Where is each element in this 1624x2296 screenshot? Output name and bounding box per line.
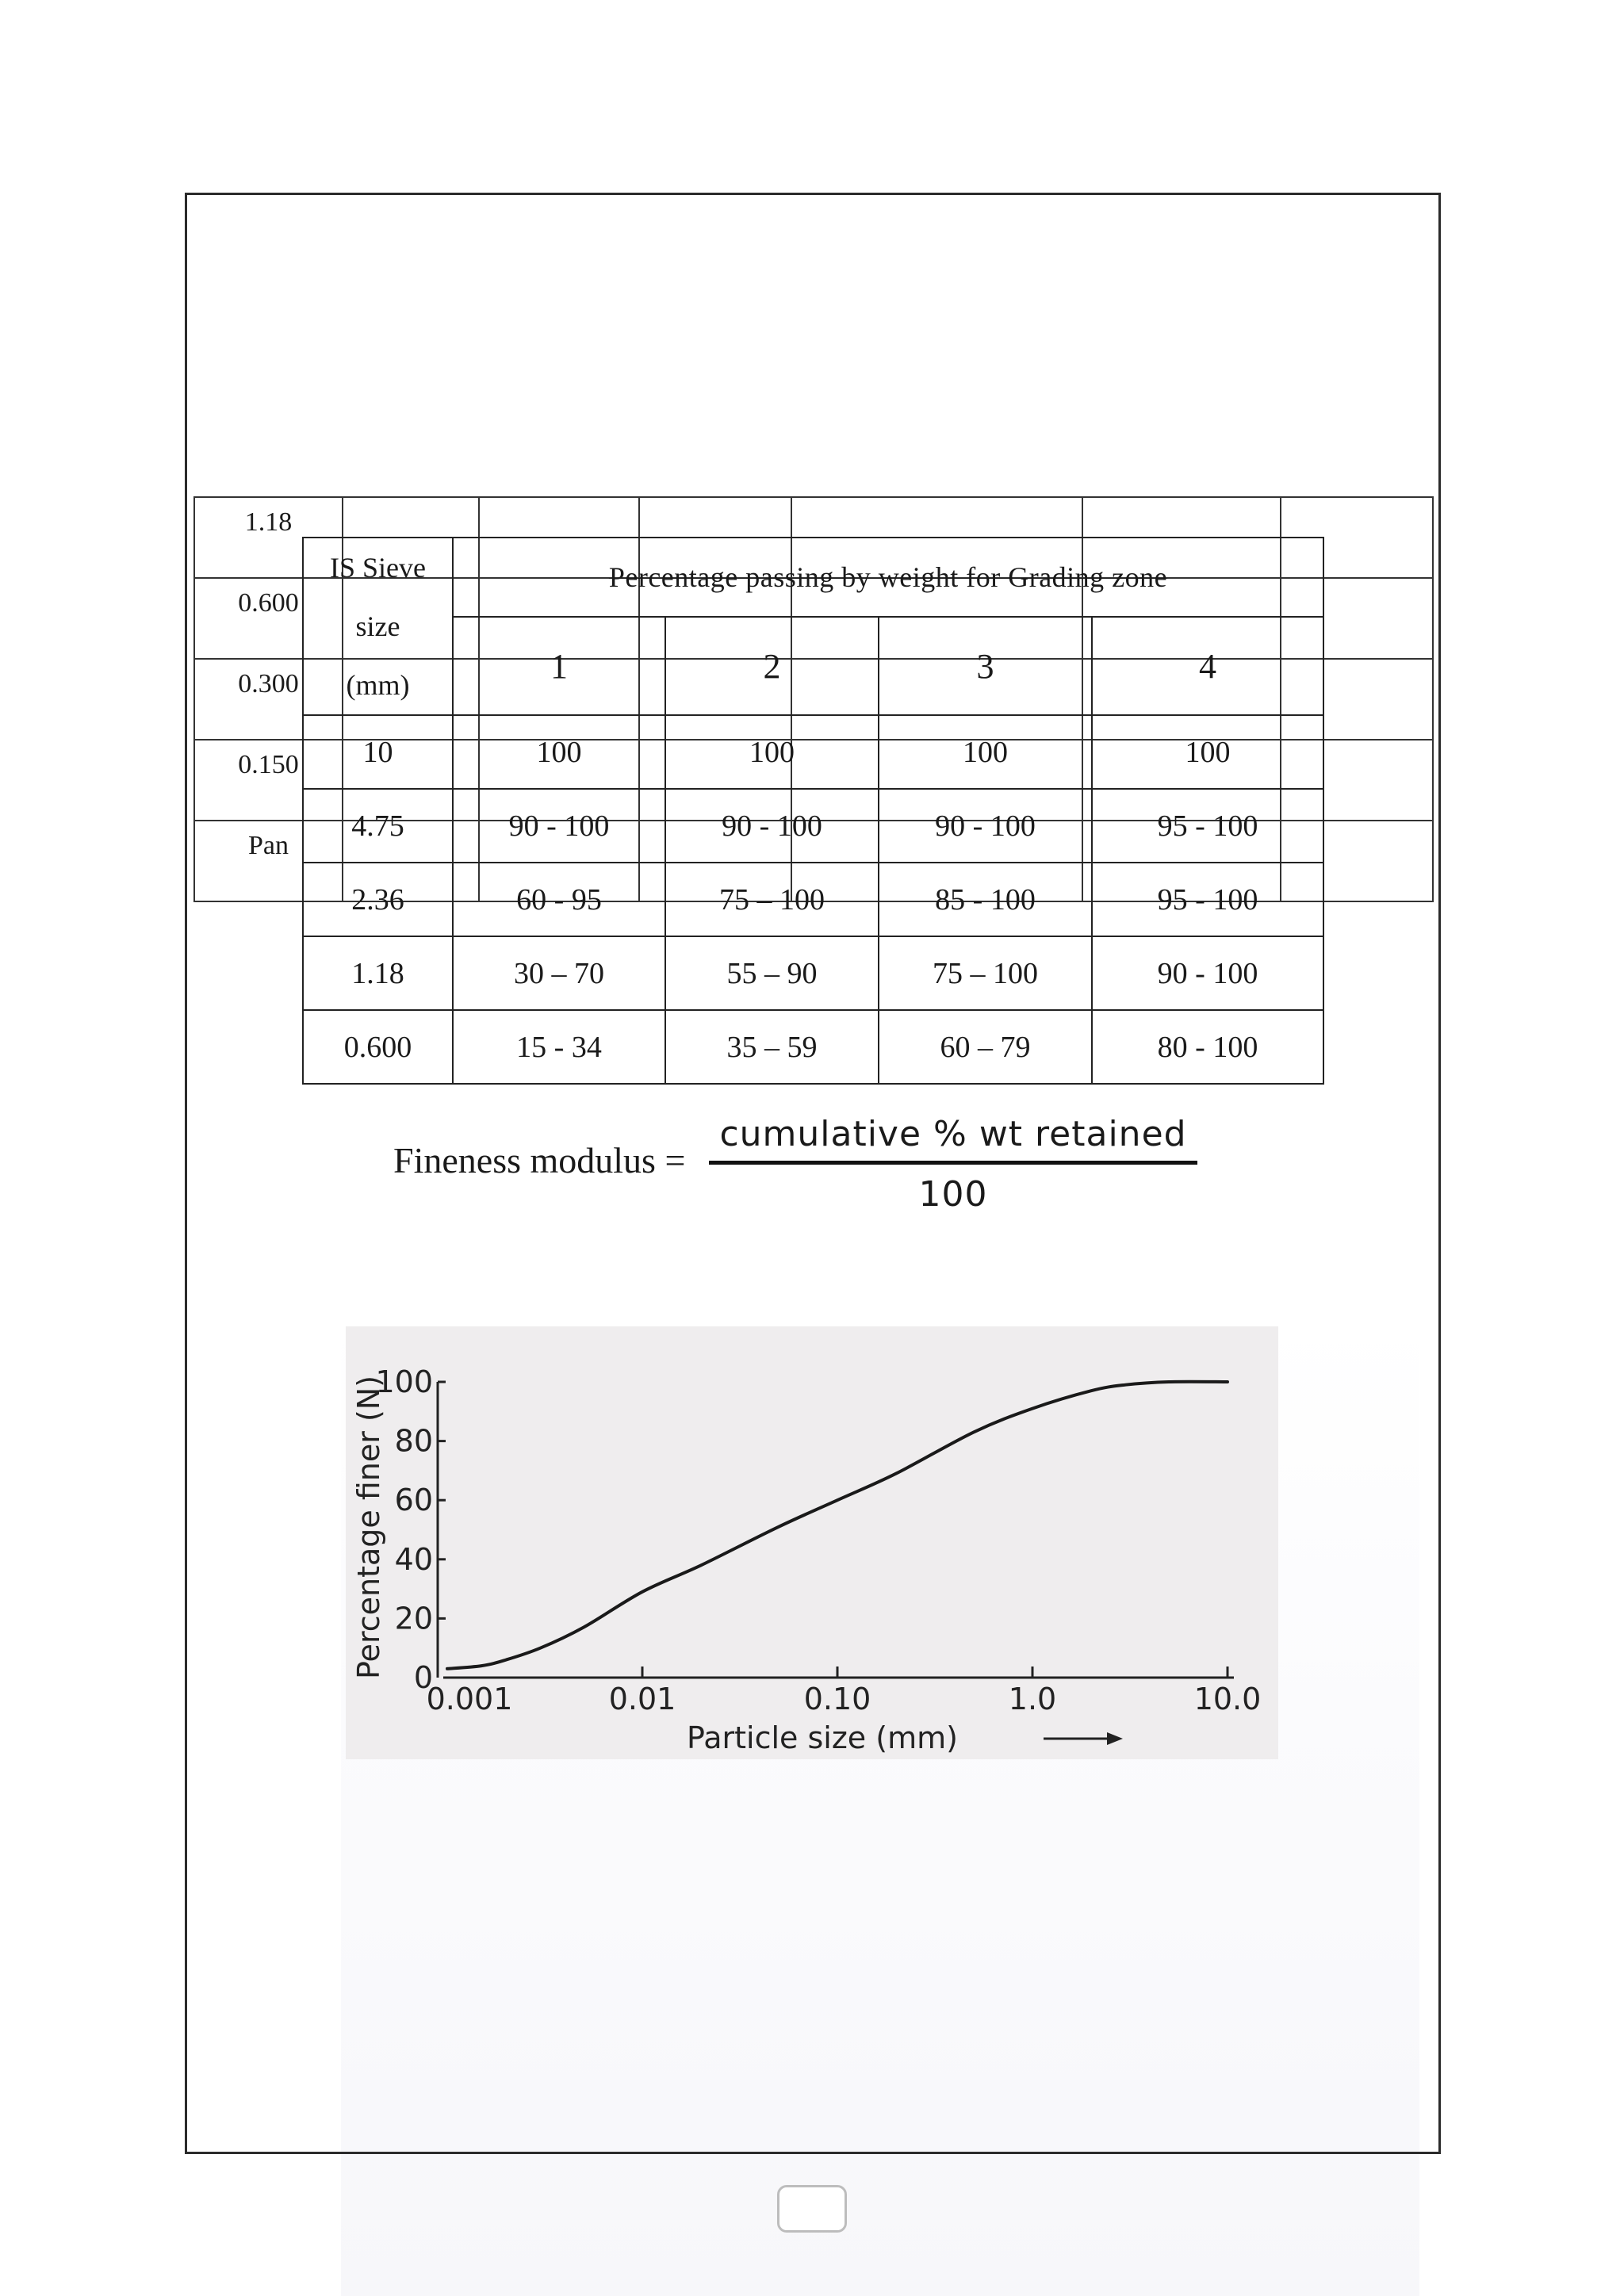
y-tick-label: 80 <box>394 1423 433 1459</box>
sieve-cell: 0.600 <box>303 1010 453 1084</box>
zone-cell: 95 - 100 <box>1092 789 1323 863</box>
zone-cell: 30 – 70 <box>453 936 665 1010</box>
page-number-box <box>777 2185 847 2233</box>
y-tick-label: 0 <box>413 1660 433 1695</box>
sieve-cell: 1.18 <box>303 936 453 1010</box>
y-tick-label: 60 <box>394 1483 433 1518</box>
x-tick-label: 0.10 <box>803 1682 871 1716</box>
zone-cell: 75 – 100 <box>879 936 1092 1010</box>
y-tick-label: 20 <box>394 1601 433 1636</box>
table-row <box>303 715 1323 789</box>
zone-number-row <box>303 617 1323 715</box>
zone-cell: 95 - 100 <box>1092 863 1323 936</box>
formula-numerator: cumulative % wt retained <box>709 1114 1197 1165</box>
series-line <box>447 1382 1228 1669</box>
x-tick-label: 0.001 <box>426 1682 513 1716</box>
table-cell: 1.18 <box>194 497 343 578</box>
table-cell: 0.150 <box>194 740 343 821</box>
x-axis-label: Particle size (mm) <box>687 1720 958 1755</box>
zone-cell: 90 - 100 <box>1092 936 1323 1010</box>
sieve-cell: 4.75 <box>303 789 453 863</box>
fineness-modulus-formula <box>393 1112 686 1181</box>
table-row <box>303 789 1323 863</box>
table-header-row <box>303 538 1323 617</box>
y-axis-label: Percentage finer (N) <box>351 1375 386 1679</box>
zone-3-header: 3 <box>879 617 1092 715</box>
chart-ticks <box>375 1364 1261 1716</box>
y-tick-label: 40 <box>394 1541 433 1577</box>
table-cell: 0.300 <box>194 659 343 740</box>
x-tick-label: 10.0 <box>1193 1682 1262 1716</box>
formula-fraction <box>709 1114 1197 1215</box>
zone-cell: 90 - 100 <box>879 789 1092 863</box>
table-row <box>303 1010 1323 1084</box>
particle-size-chart <box>346 1326 1278 1759</box>
zone-cell: 75 – 100 <box>665 863 879 936</box>
chart-series <box>447 1382 1228 1669</box>
zone-cell: 100 <box>879 715 1092 789</box>
sieve-cell: 10 <box>303 715 453 789</box>
chart-canvas <box>346 1326 1278 1759</box>
zone-cell: 90 - 100 <box>665 789 879 863</box>
zone-cell: 90 - 100 <box>453 789 665 863</box>
zone-cell: 60 - 95 <box>453 863 665 936</box>
y-tick-label: 100 <box>375 1364 433 1399</box>
formula-denominator: 100 <box>918 1174 988 1215</box>
table-cell: Pan <box>194 821 343 901</box>
x-tick-label: 0.01 <box>608 1682 676 1716</box>
grading-zone-table <box>302 537 1324 1085</box>
sieve-cell: 2.36 <box>303 863 453 936</box>
table-row <box>303 863 1323 936</box>
chart-axes <box>438 1382 1234 1678</box>
x-tick-label: 1.0 <box>1008 1682 1057 1716</box>
sieve-size-header: IS Sieve size (mm) <box>303 538 453 715</box>
zone-cell: 100 <box>453 715 665 789</box>
zone-cell: 35 – 59 <box>665 1010 879 1084</box>
table-cell: 0.600 <box>194 578 343 659</box>
zone-cell: 15 - 34 <box>453 1010 665 1084</box>
zone-2-header: 2 <box>665 617 879 715</box>
zone-cell: 100 <box>665 715 879 789</box>
zone-1-header: 1 <box>453 617 665 715</box>
x-axis-arrow <box>1044 1732 1123 1745</box>
grading-zone-header: Percentage passing by weight for Grading zone <box>453 538 1323 617</box>
zone-cell: 60 – 79 <box>879 1010 1092 1084</box>
table-row <box>303 936 1323 1010</box>
zone-cell: 100 <box>1092 715 1323 789</box>
zone-cell: 55 – 90 <box>665 936 879 1010</box>
zone-cell: 85 - 100 <box>879 863 1092 936</box>
zone-4-header: 4 <box>1092 617 1323 715</box>
formula-lhs: Fineness modulus = <box>393 1139 686 1181</box>
zone-cell: 80 - 100 <box>1092 1010 1323 1084</box>
